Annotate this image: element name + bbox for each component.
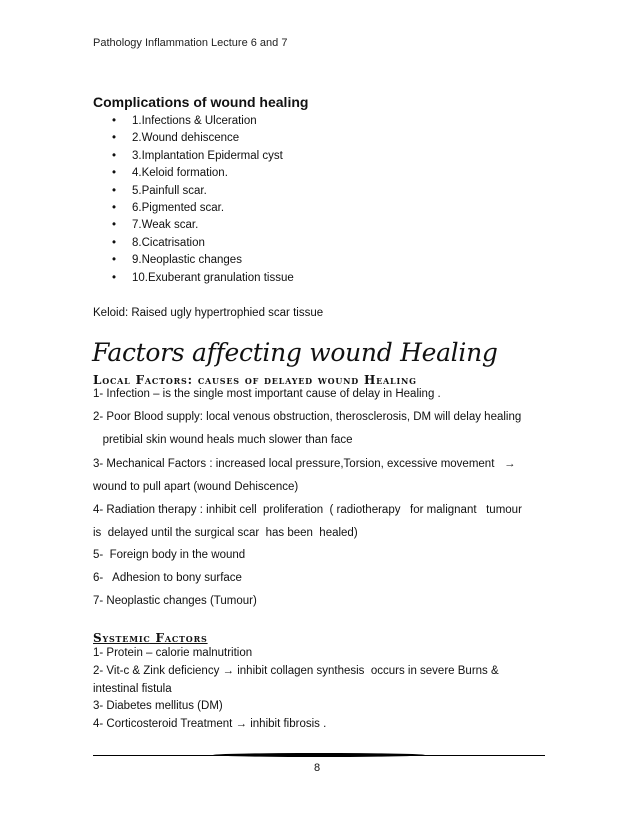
local-factors-heading: Local Factors: causes of delayed wound Healing: [93, 373, 417, 387]
local-line: wound to pull apart (wound Dehiscence): [93, 481, 299, 493]
list-item: • 4.Keloid formation.: [112, 165, 294, 182]
complications-heading: Complications of wound healing: [93, 94, 309, 110]
local-line: 7- Neoplastic changes (Tumour): [93, 595, 257, 607]
bullet-icon: •: [112, 271, 117, 284]
local-line: pretibial skin wound heals much slower than face: [93, 434, 353, 446]
systemic-line: 2- Vit-c & Zink deficiency → inhibit collagen synthesis occurs in severe Burns &: [93, 665, 499, 677]
local-line: 2- Poor Blood supply: local venous obstruction, therosclerosis, DM will delay healing: [93, 411, 522, 423]
local-line: 3- Mechanical Factors : increased local pressure,Torsion, excessive movement →: [93, 458, 516, 470]
list-item: • 8.Cicatrisation: [112, 235, 294, 252]
complications-list: [112, 113, 294, 287]
bullet-icon: •: [112, 254, 117, 267]
local-line: is delayed until the surgical scar has been healed): [93, 527, 358, 539]
systemic-line: intestinal fistula: [93, 683, 172, 695]
list-item: • 9.Neoplastic changes: [112, 252, 294, 269]
factors-heading: Factors affecting wound Healing: [92, 338, 498, 367]
page-header: Pathology Inflammation Lecture 6 and 7: [93, 37, 288, 49]
list-item: • 7.Weak scar.: [112, 217, 294, 234]
list-item: • 2.Wound dehiscence: [112, 130, 294, 147]
local-line: 4- Radiation therapy : inhibit cell proliferation ( radiotherapy for malignant tumour: [93, 504, 522, 516]
systemic-line: 3- Diabetes mellitus (DM): [93, 700, 223, 712]
systemic-line: 4- Corticosteroid Treatment → inhibit fibrosis .: [93, 718, 327, 730]
list-item: • 10.Exuberant granulation tissue: [112, 270, 294, 287]
bullet-icon: •: [112, 132, 117, 145]
list-item: • 5.Painfull scar.: [112, 183, 294, 200]
bullet-icon: •: [112, 149, 117, 162]
list-item: • 6.Pigmented scar.: [112, 200, 294, 217]
local-line: 6- Adhesion to bony surface: [93, 572, 242, 584]
bullet-icon: •: [112, 201, 117, 214]
bullet-icon: •: [112, 219, 117, 232]
bullet-icon: •: [112, 115, 117, 127]
bullet-icon: •: [112, 184, 117, 197]
bullet-icon: •: [112, 236, 117, 249]
systemic-line: 1- Protein – calorie malnutrition: [93, 647, 253, 659]
footer-divider: [93, 753, 545, 757]
local-line: 1- Infection – is the single most important cause of delay in Healing .: [93, 388, 441, 400]
systemic-factors-heading: Systemic Factors: [93, 631, 208, 645]
keloid-note: Keloid: Raised ugly hypertrophied scar tissue: [93, 307, 324, 319]
bullet-icon: •: [112, 167, 117, 180]
list-item: • 1.Infections & Ulceration: [112, 113, 294, 130]
list-item: • 3.Implantation Epidermal cyst: [112, 148, 294, 165]
local-line: 5- Foreign body in the wound: [93, 549, 246, 561]
page-number: 8: [314, 762, 321, 774]
